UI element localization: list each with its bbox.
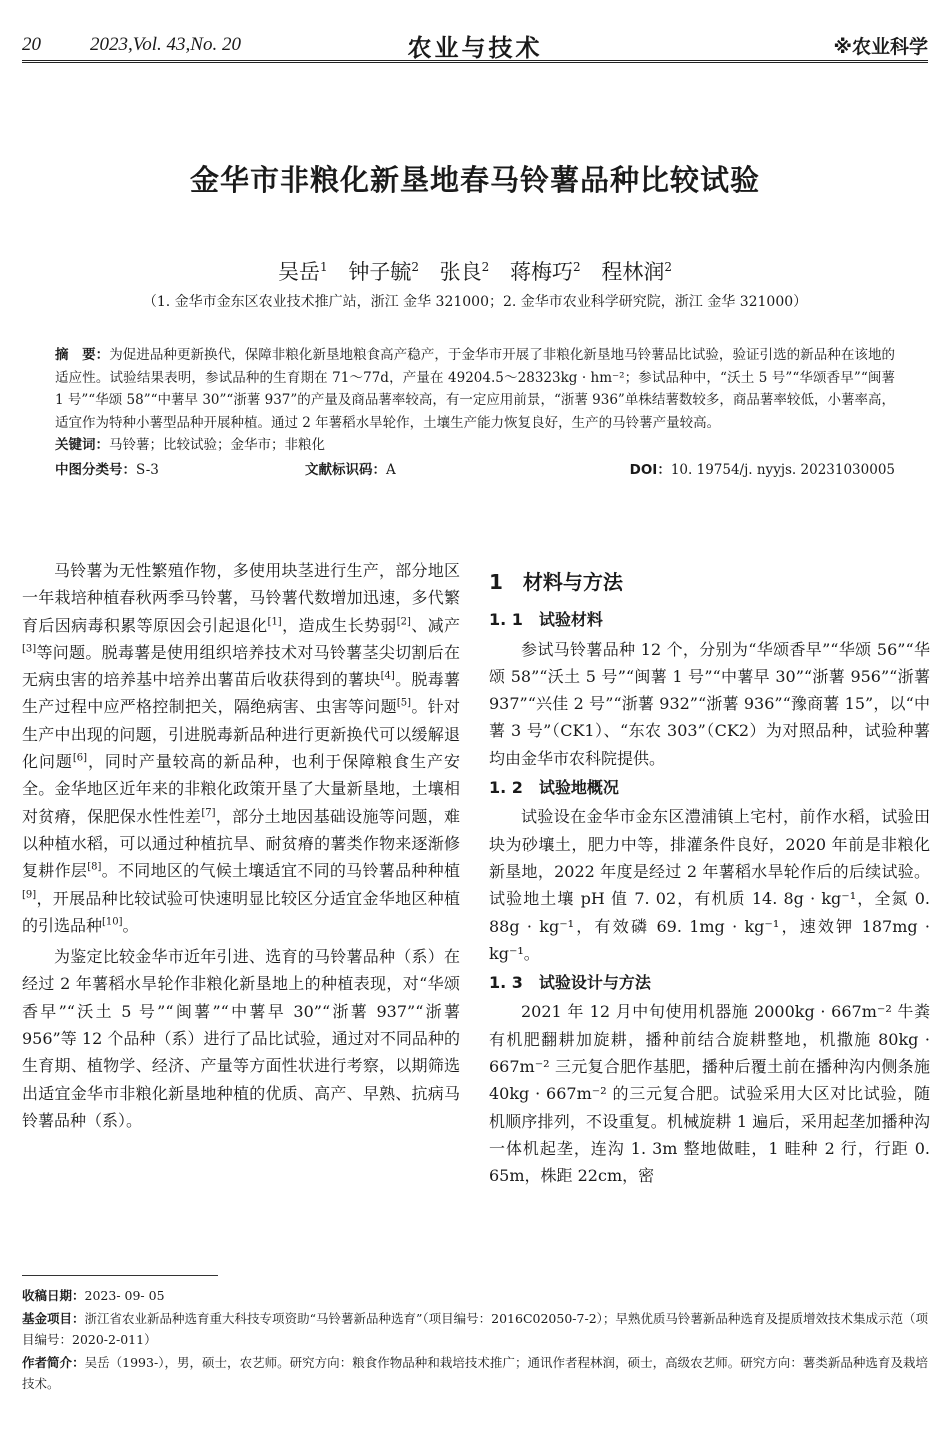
section-heading: 1 材料与方法 <box>489 570 623 594</box>
author: 蒋梅巧$^2$ <box>510 260 581 284</box>
author: 吴岳$^1$ <box>278 260 328 284</box>
doi: DOI：10. 19754/j. nyyjs. 20231030005 <box>629 461 895 478</box>
article-title: 金华市非粮化新垦地春马铃薯品种比较试验 <box>189 163 760 197</box>
intro-paragraph-1: 马铃薯为无性繁殖作物，多使用块茎进行生产，部分地区一年栽培种植春秋两季马铃薯，马铃薯代数增加迅速，多代繁育后因病毒积累等原因会引起退化[1]，造成生长势弱[2]、减产[3]等问题。脱毒薯是使用组织培养技术对马铃薯茎尖切割后在无病虫害的培养基中培养出薯苗后收获得到的薯块[4]。脱毒薯生产过程中应严格控制把关，隔绝病害、虫害等问题[5]。针对生产中出现的问题，引进脱毒新品种进行更新换代可以缓解退化问题[6]，同时产量较高的新品种，也利于保障粮食生产安全。金华地区近年来的非粮化政策开垦了大量新垦地，土壤相对贫瘠，保肥保水性性差[7]，部分土地因基础设施等问题，难以种植水稻，可以通过种植抗旱、耐贫瘠的薯类作物来逐渐修复耕作层[8]。不同地区的气候土壤适宜不同的马铃薯品种种植[9]，开展品种比较试验可快速明显比较区分适宜金华地区种植的引选品种[10]。 <box>22 561 460 935</box>
author: 钟子毓$^2$ <box>348 260 419 284</box>
running-header <box>22 30 928 62</box>
abstract: 摘 要：为促进品种更新换代，保障非粮化新垦地粮食高产稳产，于金华市开展了非粮化新垦地马铃薯品比试验，验证引选的新品种在该地的适应性。试验结果表明，参试品种的生育期在 71～77d，产量在 49204.5～28323kg · hm⁻²；参试品种中，“沃土 5 号”“华颂香早”“闽薯 1 号”“华颂 58”“中薯早 30”“浙薯 937”的产量及商品薯率较高，有一定应用前景，“浙薯 936”单株结薯数较多，商品薯率较低，小薯率高，适宜作为特种小薯型品种开展种植。通过 2 年薯稻水旱轮作，土壤生产能力恢复良好，生产的马铃薯产量较高。 <box>55 347 896 431</box>
document-code: 文献标识码：A <box>305 461 396 478</box>
author: 张良$^2$ <box>439 260 490 284</box>
materials-paragraph: 参试马铃薯品种 12 个，分别为“华颂香早”“华颂 56”“华颂 58”“沃土 5 号”“闽薯 1 号”“中薯早 30”“浙薯 956”“浙薯 937”“兴佳 2 号”“浙薯 932”“浙薯 936”“豫商薯 15”，以“中薯 3 号”（CK1）、“东农 303”（CK2）为对照品种，试验种薯均由金华市农科院提供。 <box>489 639 930 768</box>
author-list <box>0 256 950 286</box>
section-label: ※农业科学 <box>833 36 928 58</box>
abstract-block <box>55 344 895 481</box>
intro-paragraph-2: 为鉴定比较金华市近年引进、选育的马铃薯品种（系）在经过 2 年薯稻水旱轮作非粮化新垦地上的种植表现，对“华颂香早”“沃土 5 号”“闽薯”“中薯早 30”“浙薯 937”“浙薯 956”等 12 个品种（系）进行了品比试验，通过对不同品种的生育期、植物学、经济、产量等方面性状进行考察，以期筛选出适宜金华市非粮化新垦地种植的优质、高产、早熟、抗病马铃薯品种（系）。 <box>22 947 460 1130</box>
fund-info: 基金项目：浙江省农业新品种选育重大科技专项资助“马铃薯新品种选育”（项目编号：2016C02050-7-2）；早熟优质马铃薯新品种选育及提质增效技术集成示范（项目编号：2020-2-011） <box>22 1310 928 1347</box>
received-date: 收稿日期：2023- 09- 05 <box>22 1288 165 1303</box>
right-column <box>489 557 930 1190</box>
classification-row <box>55 459 895 481</box>
subsection-heading: 1. 3 试验设计与方法 <box>489 973 651 993</box>
header-rule <box>22 60 928 63</box>
subsection-heading: 1. 1 试验材料 <box>489 610 603 630</box>
footnotes <box>22 1285 928 1396</box>
site-paragraph: 试验设在金华市金东区澧浦镇上宅村，前作水稻，试验田块为砂壤土，肥力中等，排灌条件良好，2020 年前是非粮化新垦地，2022 年度是经过 2 年薯稻水旱轮作后的后续试验。试验地土壤 pH 值 7. 02，有机质 14. 8g · kg⁻¹，全氮 0. 88g · kg⁻¹，有效磷 69. 1mg · kg⁻¹，速效钾 187mg · kg⁻¹。 <box>489 807 930 963</box>
author-bio: 作者简介：吴岳（1993-），男，硕士，农艺师。研究方向：粮食作物品种和栽培技术推广；通讯作者程林润，硕士，高级农艺师。研究方向：薯类新品种选育及栽培技术。 <box>22 1354 928 1391</box>
affiliations: （1. 金华市金东区农业技术推广站，浙江 金华 321000；2. 金华市农业科学研究院，浙江 金华 321000） <box>142 294 808 310</box>
left-column <box>22 557 460 1134</box>
design-paragraph: 2021 年 12 月中旬使用机器施 2000kg · 667m⁻² 牛粪有机肥翻耕加旋耕，播种前结合旋耕整地，机撒施 80kg · 667m⁻² 三元复合肥作基肥，播种后覆土前在播种沟内侧条施 40kg · 667m⁻² 的三元复合肥。试验采用大区对比试验，随机顺序排列，不设重复。机械旋耕 1 遍后，采用起垄加播种沟一体机起垄，连沟 1. 3m 整地做畦，1 畦种 2 行，行距 0. 65m，株距 22cm，密 <box>489 1002 930 1186</box>
clc-number: 中图分类号：S-3 <box>55 461 159 478</box>
journal-title: 农业与技术 <box>407 34 543 62</box>
page-number: 20 <box>22 34 41 55</box>
volume-issue: 2023,Vol. 43,No. 20 <box>90 34 241 55</box>
keywords: 关键词：马铃薯；比较试验；金华市；非粮化 <box>55 437 325 453</box>
author: 程林润$^2$ <box>601 260 672 284</box>
footnote-rule <box>22 1275 218 1276</box>
subsection-heading: 1. 2 试验地概况 <box>489 778 619 798</box>
